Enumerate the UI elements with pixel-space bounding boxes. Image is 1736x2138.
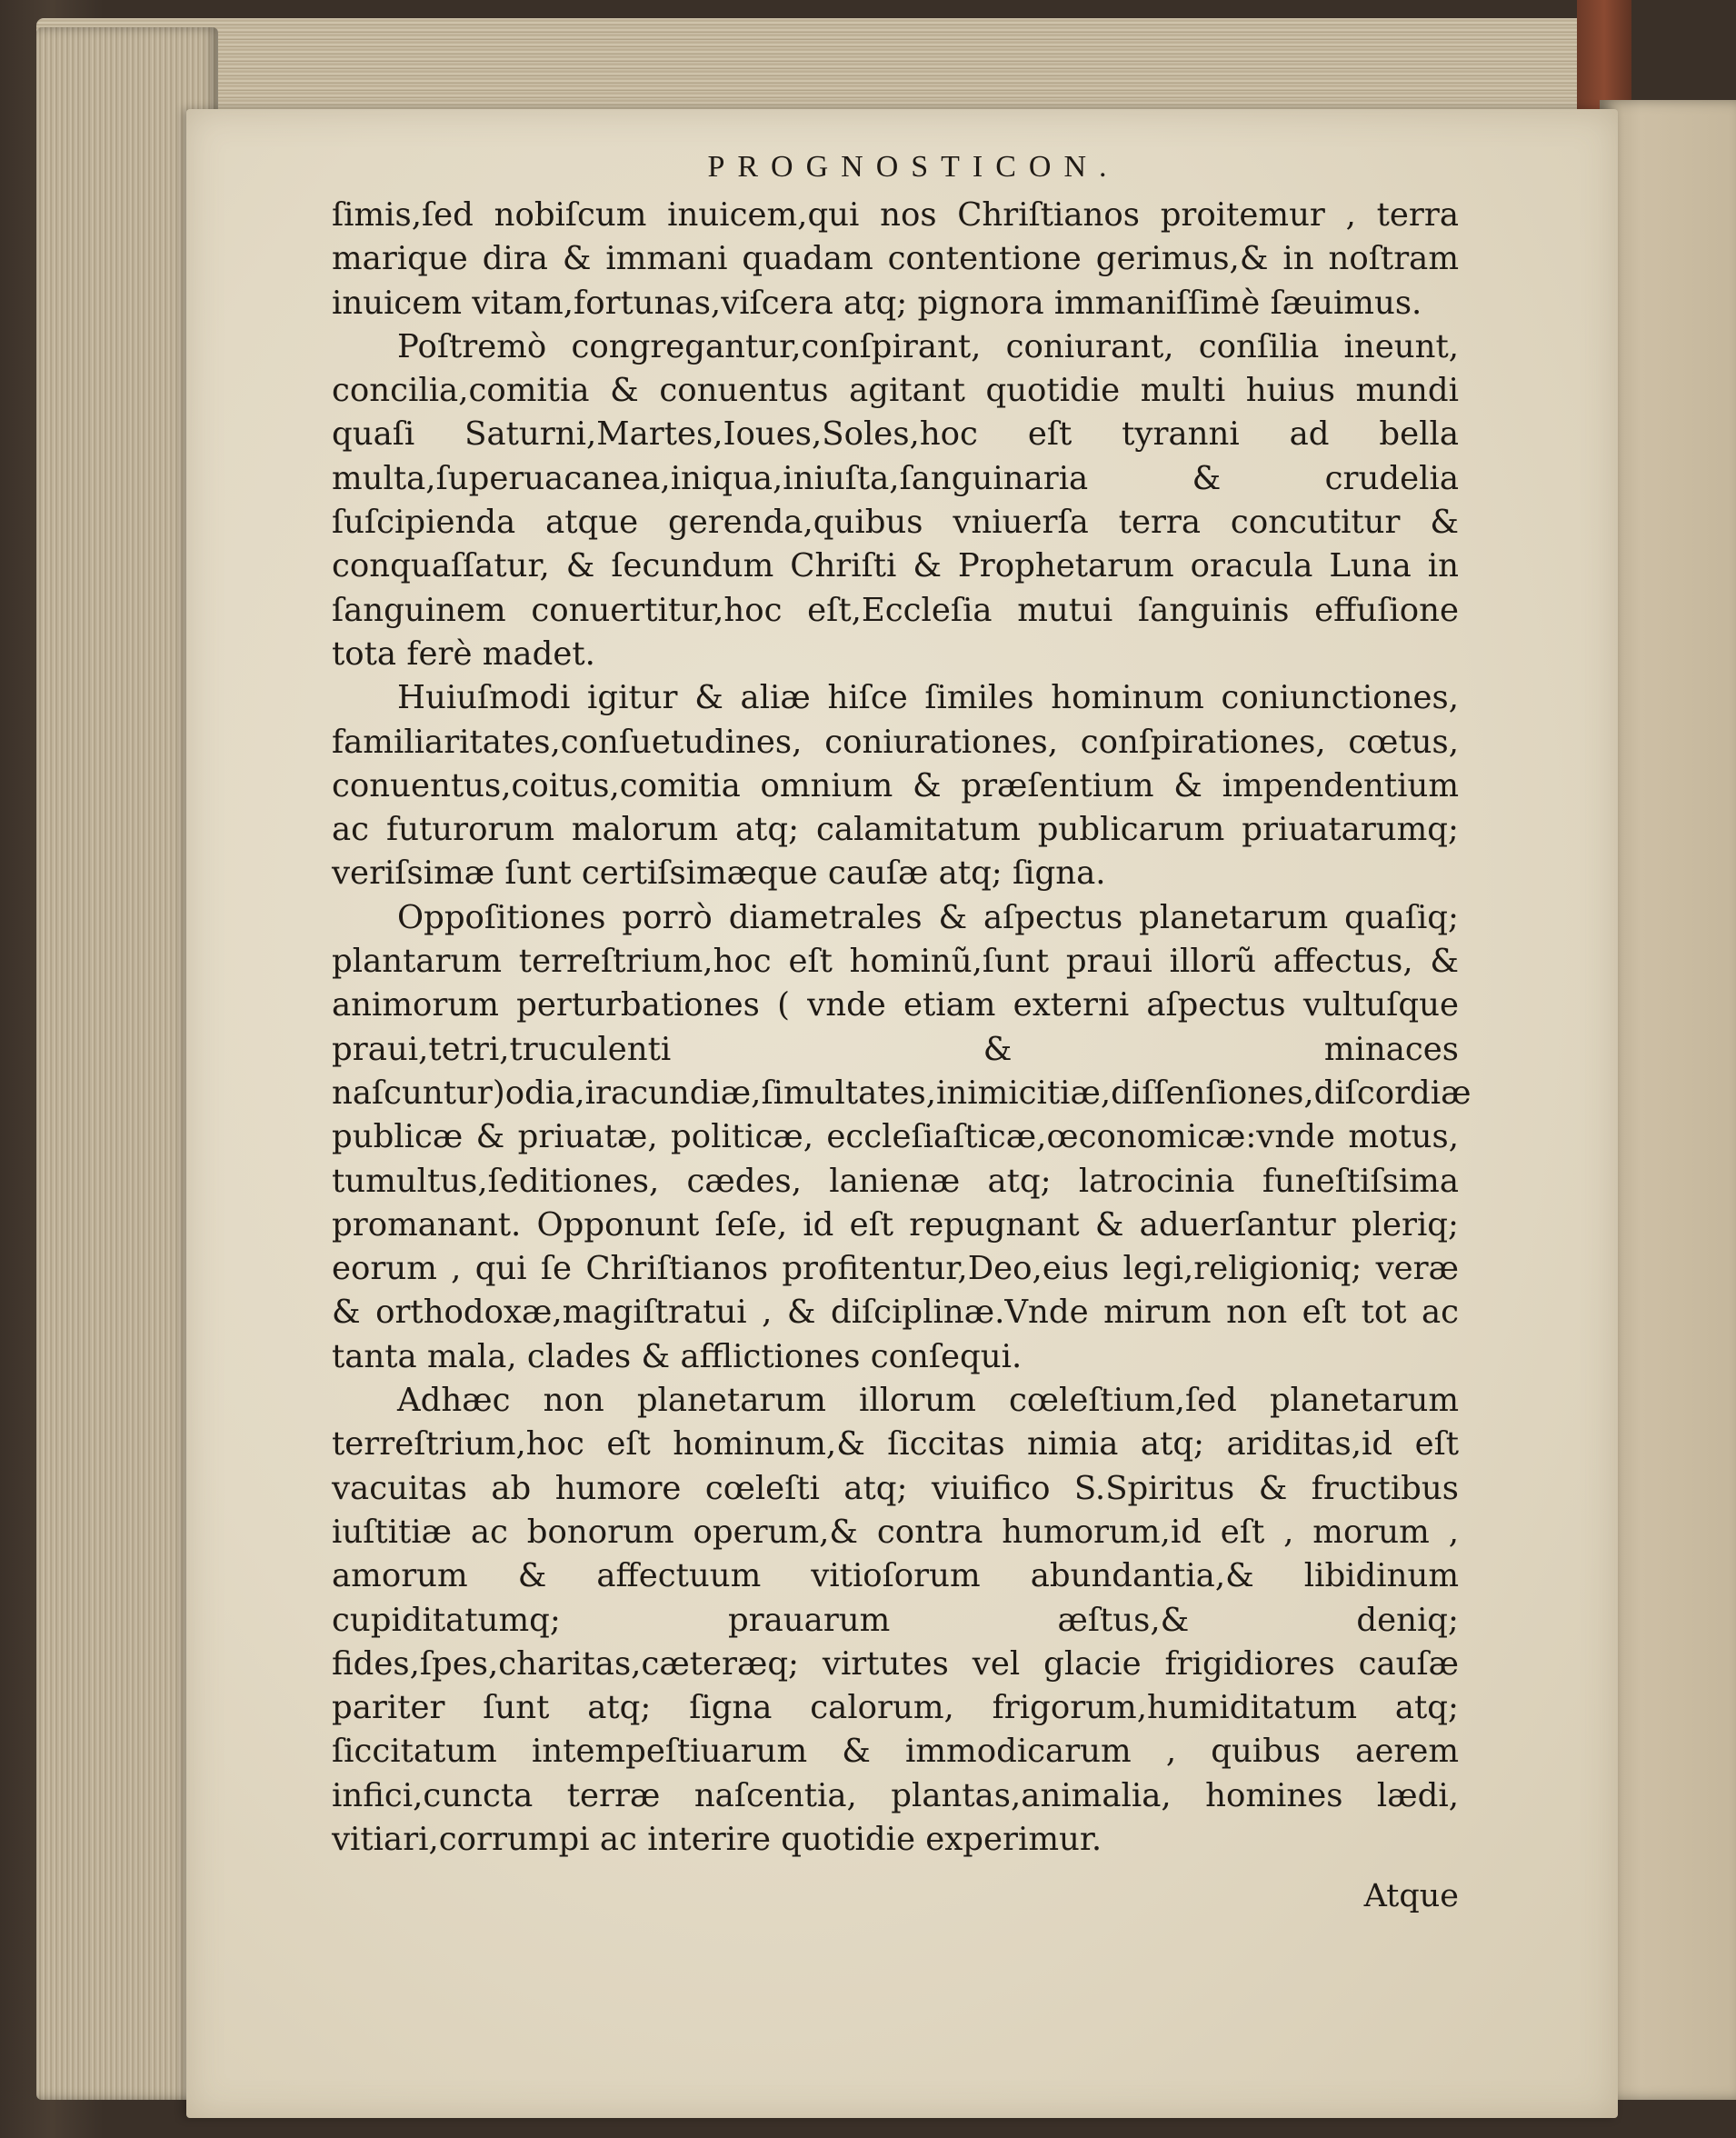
running-head: PROGNOSTICON.: [707, 150, 1120, 184]
facing-page-edge: [1600, 100, 1736, 2100]
catchword: Atque: [1363, 1878, 1459, 1915]
book-page: [186, 109, 1618, 2118]
page-text-block: [332, 150, 1472, 1915]
paragraph-2: Poſtremò congregantur,conſpirant, coniurant, conſilia ineunt, concilia,comitia & conuentus agitant quotidie multi huius mundi quaſi Saturni,Martes,Ioues,Soles,hoc eſt tyranni ad bella multa,ſuperuacanea,iniqua,iniuſta,ſanguinaria & crudelia ſuſcipienda atque gerenda,quibus vniuerſa terra concutitur & conquaſſatur, & ſecundum Chriſti & Prophetarum oracula Luna in ſanguinem conuertitur,hoc eſt,Eccleſia mutui ſanguinis effuſione tota ferè madet.: [332, 327, 1459, 673]
paragraph-5: Adhæc non planetarum illorum cœleſtium,ſed planetarum terreſtrium,hoc eſt hominum,& ſiccitas nimia atq; ariditas,id eſt vacuitas ab humore cœleſti atq; viuifico S.Spiritus & fructibus iuſtitiæ ac bonorum operum,& contra humorum,id eſt , morum , amorum & affectuum vitioſorum abundantia,& libidinum cupiditatumq; prauarum æſtus,& deniq; fides,ſpes,charitas,cæteræq; virtutes vel glacie frigidiores cauſæ pariter ſunt atq; ſigna calorum, frigorum,humiditatum atq; ſiccitatum intempeſtiuarum & immodicarum , quibus aerem infici,cuncta terræ naſcentia, plantas,animalia, homines lædi, vitiari,corrumpi ac interire quotidie experimur.: [332, 1382, 1459, 1858]
paragraph-4: Oppoſitiones porrò diametrales & aſpectus planetarum quaſiq; plantarum terreſtrium,hoc eſt hominũ,ſunt praui illorũ affectus, & animorum perturbationes ( vnde etiam externi aſpectus vultuſque praui,tetri,truculenti & minaces naſcuntur)odia,iracundiæ,ſimultates,inimicitiæ,diſſenſiones,diſcordiæ publicæ & priuatæ, politicæ, eccleſiaſticæ,œconomicæ:vnde motus, tumultus,ſeditiones, cædes, lanienæ atq; latrocinia funeſtiſsima promanant. Opponunt ſeſe, id eſt repugnant & aduerſantur pleriq; eorum , qui ſe Chriſtianos profitentur,Deo,eius legi,religioniq; veræ & orthodoxæ,magiſtratui , & diſciplinæ.Vnde mirum non eſt tot ac tanta mala, clades & afflictiones conſequi.: [332, 898, 1472, 1375]
paragraph-1: ſimis,ſed nobiſcum inuicem,qui nos Chriſtianos proitemur , terra marique dira & immani quadam contentione gerimus,& in noſtram inuicem vitam,fortunas,viſcera atq; pignora immaniſſimè ſæuimus.: [332, 196, 1459, 322]
page-edges-top: [36, 18, 1618, 118]
paragraph-3: Huiuſmodi igitur & aliæ hiſce ſimiles hominum coniunctiones, familiaritates,conſuetudines, coniurationes, conſpirationes, cœtus, conuentus,coitus,comitia omnium & præſentium & impendentium ac futurorum malorum atq; calamitatum publicarum priuatarumq; veriſsimæ ſunt certiſsimæque cauſæ atq; ſigna.: [332, 679, 1459, 893]
